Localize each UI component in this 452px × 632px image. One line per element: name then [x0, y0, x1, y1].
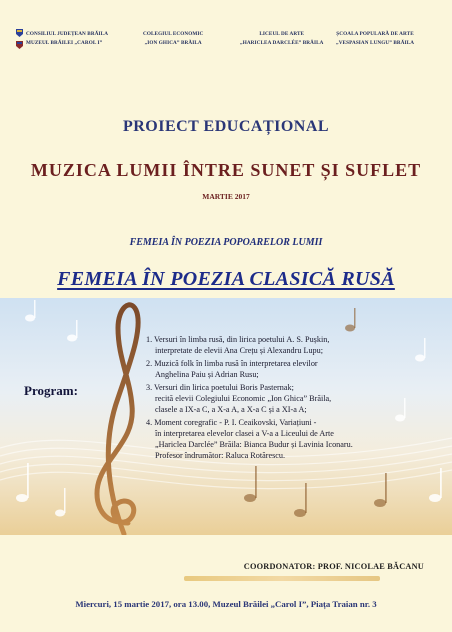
header-logos [0, 30, 452, 60]
main-title: MUZICA LUMII ÎNTRE SUNET ȘI SUFLET [30, 160, 422, 180]
item3-line-a: 3. Versuri din lirica poetului Boris Pasternak; [146, 383, 294, 392]
coordinator: COORDONATOR: PROF. NICOLAE BĂCANU [243, 562, 424, 571]
header-col-council [26, 30, 108, 48]
treble-clef-icon [97, 305, 138, 534]
program-label: Program: [24, 383, 78, 398]
item4-line-c: „Hariclea Darclée” Brăila: Bianca Budur și Lavinia Iconaru. [155, 440, 353, 449]
county-crest-icon [16, 29, 23, 37]
event-date: MARTIE 2017 [202, 192, 250, 201]
museum-crest-icon [16, 41, 23, 49]
item3-line-b: recită elevii Colegiului Economic „Ion Ghica” Brăila, [155, 394, 332, 403]
event-details: Miercuri, 15 martie 2017, ora 13.00, Muzeul Brăilei „Carol I”, Piața Traian nr. 3 [75, 599, 377, 609]
theme-title: FEMEIA ÎN POEZIA POPOARELOR LUMII [129, 237, 323, 248]
item1-line-b: interpretate de elevii Ana Crețu și Alexandru Lupu; [155, 346, 324, 355]
item4-line-b: în interpretarea elevelor clasei a V-a a Liceului de Arte [155, 429, 334, 438]
item1-line-a: 1. Versuri în limba rusă, din lirica poetului A. S. Pușkin, [146, 335, 330, 344]
program-item-4 [146, 417, 446, 461]
program-item-2 [146, 358, 446, 380]
art-highschool-name: „HARICLEA DARCLÉE” BRĂILA [240, 40, 324, 46]
program-item-3 [146, 382, 446, 415]
program-list [146, 334, 446, 463]
item4-line-d: Profesor îndrumător: Raluca Rotărescu. [155, 451, 286, 460]
item3-line-c: clasele a IX-a C, a X-a A, a X-a C și a XI-a A; [155, 405, 307, 414]
college-label: COLEGIUL ECONOMIC [143, 31, 204, 37]
college-name: „ION GHICA” BRĂILA [144, 40, 202, 46]
header-col-college [143, 30, 203, 48]
art-school-label: ȘCOALA POPULARĂ DE ARTE [336, 31, 414, 37]
item4-line-a: 4. Moment coregrafic - P. I. Ceaikovski, Variațiuni - [146, 418, 317, 427]
museum-label: MUZEUL BRĂILEI „CAROL I” [26, 40, 103, 46]
art-school-name: „VESPASIAN LUNGU” BRĂILA [336, 40, 415, 46]
header-col-art-highschool [240, 30, 324, 48]
item2-line-a: 2. Muzică folk în limba rusă în interpretarea elevilor [146, 359, 318, 368]
council-label: CONSILIUL JUDEȚEAN BRĂILA [26, 31, 109, 37]
program-item-1 [146, 334, 446, 356]
art-highschool-label: LICEUL DE ARTE [259, 31, 305, 37]
decorative-strip [184, 576, 380, 581]
item2-line-b: Anghelina Paiu și Adrian Rusu; [155, 370, 259, 379]
header-col-art-school [336, 30, 414, 48]
music-banner [0, 298, 452, 535]
subtitle: FEMEIA ÎN POEZIA CLASICĂ RUSĂ [57, 268, 395, 290]
project-label: PROIECT EDUCAȚIONAL [122, 118, 330, 135]
